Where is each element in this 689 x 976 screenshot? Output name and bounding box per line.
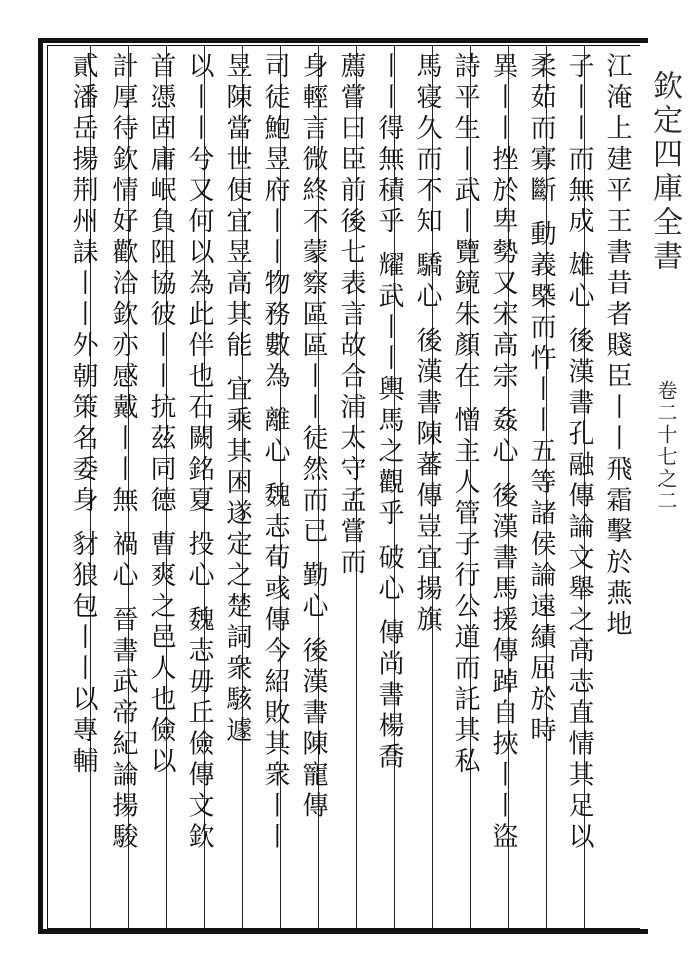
- margin-juan-number: 卷二十七之二: [654, 380, 678, 512]
- text-column-6: 馬寝久而不知 驕心 後漢書陳蕃傳豈宜揚旗: [412, 52, 442, 637]
- text-column-4: 異丨丨挫於卑勢又宋高宗 姦心 後漢書馬援傳踔自挾丨丨盜: [488, 52, 518, 854]
- text-column-7: 丨丨得無積乎 耀武丨丨輿馬之觀乎 破心 傳尚書楊喬: [374, 52, 404, 774]
- text-column-3: 柔茹而寡斷 動義槩而忤丨丨五等諸侯論遠績屈於時: [526, 52, 556, 748]
- text-column-9: 身輕言微終不蒙察區區丨丨徒然而已 勤心 後漢書陳寵傳: [298, 52, 328, 823]
- text-column-15: 貳潘岳揚荆州誄丨丨外朝策名委身 豺狼包丨丨以專輔: [68, 52, 98, 779]
- text-column-10: 司徒鮑昱府丨丨物務數為 離心 魏志荀彧傳今紹敗其衆丨丨: [260, 52, 290, 854]
- text-column-2: 子丨丨而無成 雄心 後漢書孔融傳論文舉之高志直情其足以: [564, 52, 594, 854]
- margin-title: 欽定四庫全書: [647, 70, 682, 274]
- text-column-14: 計厚待欽情好歡洽欽亦感戴丨丨無 禍心 晉書武帝紀論揚駿: [108, 52, 138, 854]
- text-column-11: 昱陳當世便宜昱高其能 宜乘其困遂定之楚詞衆駭遽: [222, 52, 252, 748]
- text-column-13: 首憑固庸岷負阻協彼丨丨抗茲同德 曹爽之邑人也儉以: [146, 52, 176, 779]
- text-column-1: 江淹上建平王書昔者賤臣丨丨飛霜擊於燕地: [602, 52, 632, 641]
- text-column-12: 以丨丨兮又何以為此伴也石闕銘夏 投心 魏志毋丘儉傳文欽: [184, 52, 214, 854]
- text-column-5: 詩平生丨武丨覽鏡朱顏在 憎主人管子行公道而託其私: [450, 52, 480, 779]
- text-column-8: 薦嘗曰臣前後七表言故合浦太守孟嘗而: [336, 52, 366, 579]
